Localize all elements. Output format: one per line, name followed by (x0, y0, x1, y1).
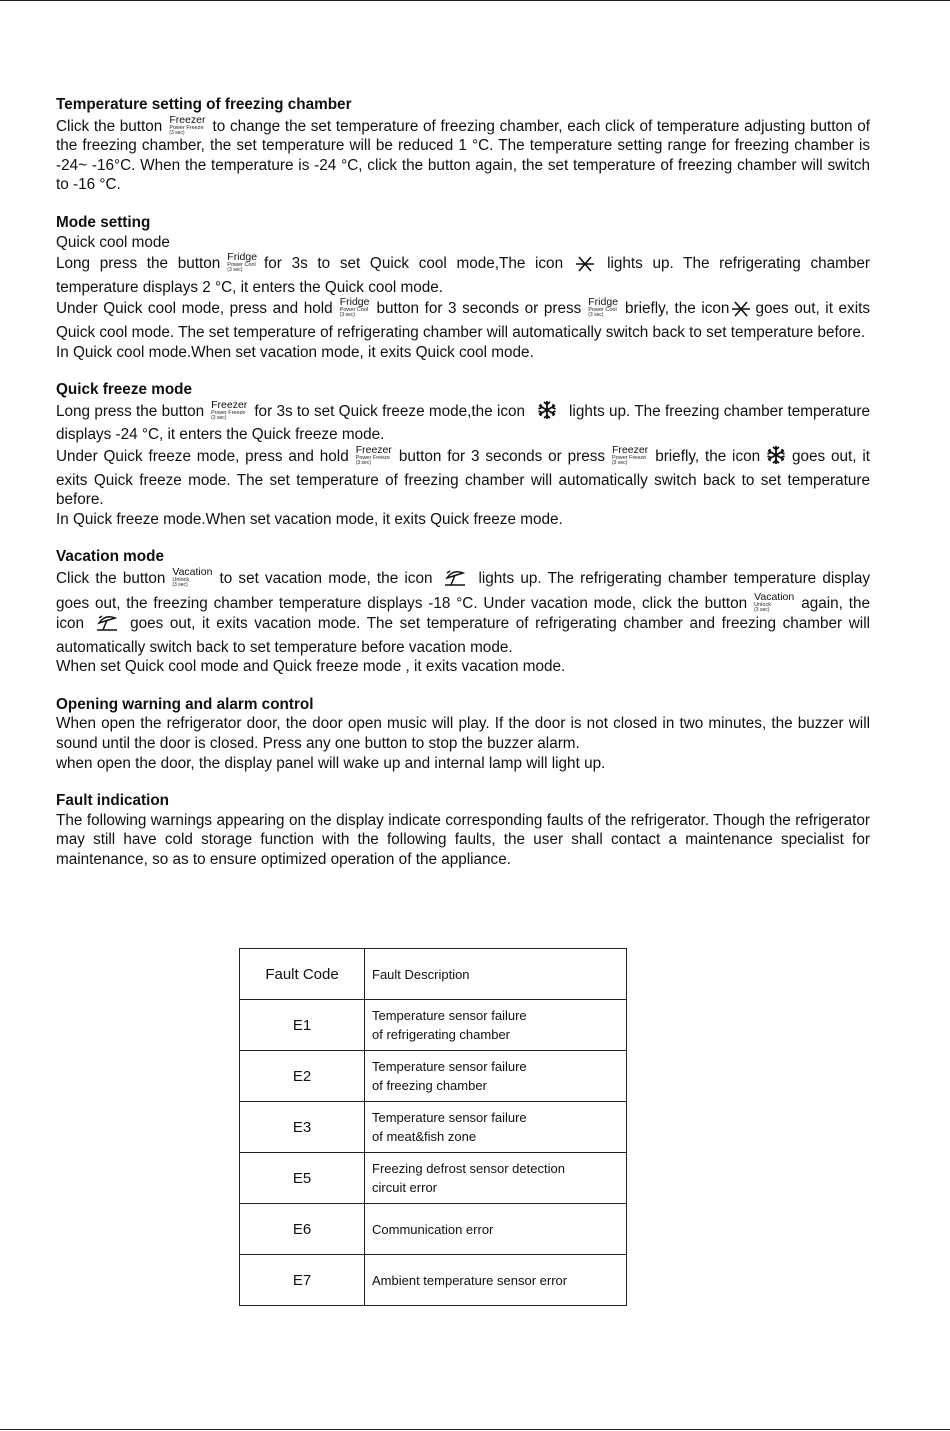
manual-content (56, 95, 870, 888)
text: Click the button (56, 117, 163, 135)
paragraph (56, 252, 870, 297)
desc-line: Temperature sensor failure (372, 1008, 527, 1023)
section-temperature-setting (56, 95, 870, 195)
column-header: Fault Description (365, 949, 627, 1000)
fault-code: E6 (240, 1204, 365, 1255)
text: goes out, it exits Quick freeze mode. The set temperature of freezing chamber will automatically switch back to set temperature before. (56, 447, 870, 509)
text: goes out, it exits Quick cool mode. The set temperature of refrigerating chamber will automatically switch back to set temperature before. (56, 300, 870, 341)
vacation-button-icon (172, 567, 212, 588)
fault-code: E1 (240, 1000, 365, 1051)
freezer-button-icon (169, 115, 205, 136)
text: to set vacation mode, the icon (219, 569, 433, 587)
desc-line: of refrigerating chamber (372, 1027, 511, 1042)
fridge-button-icon (340, 297, 370, 318)
button-time: (3 sec) (355, 459, 371, 466)
button-sub: Power Cool (339, 307, 369, 314)
fault-description (365, 1204, 627, 1255)
button-name: Vacation (754, 591, 795, 604)
desc-line: circuit error (372, 1180, 438, 1195)
section-mode-setting (56, 213, 870, 362)
section-title: Vacation mode (56, 548, 164, 566)
freezer-button-icon (612, 445, 648, 466)
paragraph: In Quick cool mode.When set vacation mode, it exits Quick cool mode. (56, 343, 534, 361)
fault-table (239, 948, 627, 1306)
button-name: Freezer (211, 398, 248, 411)
bottom-rule (0, 1429, 950, 1430)
button-sub: Unlock (172, 576, 190, 583)
paragraph: In Quick freeze mode.When set vacation mode, it exits Quick freeze mode. (56, 510, 563, 528)
text: lights up. The freezing chamber temperature displays -24 °C, it enters the Quick freeze mode. (56, 402, 870, 444)
button-name: Freezer (355, 443, 392, 456)
button-time: (3 sec) (339, 312, 355, 319)
paragraph (56, 297, 870, 342)
table-row (240, 1102, 627, 1153)
button-sub: Power Freeze (355, 454, 390, 461)
button-time: (3 sec) (169, 129, 185, 136)
button-sub: Power Cool (588, 307, 617, 314)
table-row (240, 1204, 627, 1255)
section-title: Mode setting (56, 213, 151, 231)
button-time: (3 sec) (588, 312, 604, 319)
fault-description (365, 1102, 627, 1153)
button-name: Fridge (339, 296, 370, 309)
desc-line: of freezing chamber (372, 1078, 487, 1093)
fridge-button-icon (227, 252, 257, 273)
asterisk-icon (731, 301, 751, 323)
table-header-row (240, 949, 627, 1000)
freezer-button-icon (356, 445, 392, 466)
section-vacation-mode (56, 547, 870, 677)
button-time: (3 sec) (227, 267, 243, 274)
desc-line: Temperature sensor failure (372, 1059, 527, 1074)
paragraph (56, 115, 870, 195)
button-name: Fridge (588, 296, 619, 309)
button-name: Freezer (169, 113, 206, 126)
button-sub: Power Cool (227, 262, 256, 269)
paragraph: When set Quick cool mode and Quick freeze mode , it exits vacation mode. (56, 658, 566, 676)
paragraph: when open the door, the display panel will wake up and internal lamp will light up. (56, 754, 606, 772)
button-sub: Power Freeze (612, 454, 647, 461)
button-sub: Unlock (754, 602, 771, 609)
fault-code: E2 (240, 1051, 365, 1102)
section-title: Temperature setting of freezing chamber (56, 96, 352, 113)
desc-line: Communication error (372, 1221, 494, 1237)
text: to change the set temperature of freezing chamber, each click of temperature adjusting button of the freezing chamber, the set temperature will be reduced 1 °C. The temperature setting range for freezing chamber is -24~ -16°C. When the temperature is -24 °C, click the button again, the set temperature of freezing chamber will switch to -16 °C. (56, 117, 870, 194)
text: Click the button (56, 569, 166, 587)
section-quick-freeze (56, 380, 870, 529)
asterisk-icon (575, 256, 595, 278)
section-title: Fault indication (56, 792, 170, 810)
text: button for 3 seconds or press (376, 300, 582, 318)
text: button for 3 seconds or press (398, 447, 605, 465)
fault-code: E7 (240, 1255, 365, 1306)
fridge-button-icon (588, 297, 618, 318)
fault-description (365, 1051, 627, 1102)
fault-description (365, 1255, 627, 1306)
freezer-button-icon (211, 400, 247, 421)
desc-line: Temperature sensor failure (372, 1110, 527, 1125)
table-row (240, 1255, 627, 1306)
fault-description (365, 1153, 627, 1204)
paragraph: The following warnings appearing on the display indicate corresponding faults of the refrigerator. Though the refrigerator may still have cold storage function with the following faults, the user shall contact a maintenance specialist for maintenance, so as to ensure optimized operation of the appliance. (56, 811, 870, 868)
column-header: Fault Code (240, 949, 365, 1000)
button-sub: Power Freeze (211, 409, 246, 416)
section-title: Quick freeze mode (56, 381, 193, 399)
text: goes out, it exits vacation mode. The set temperature of refrigerating chamber and freezing chamber will automatically switch back to set temperature before vacation mode. (56, 615, 870, 656)
section-fault-indication (56, 791, 870, 869)
button-time: (3 sec) (612, 459, 628, 466)
fault-code: E5 (240, 1153, 365, 1204)
button-time: (3 sec) (211, 414, 227, 421)
button-time: (3 sec) (172, 581, 188, 588)
button-name: Fridge (227, 251, 258, 264)
text: Under Quick cool mode, press and hold (56, 300, 333, 318)
text: briefly, the icon (655, 447, 761, 465)
table-row (240, 1153, 627, 1204)
snowflake-icon (766, 445, 786, 471)
paragraph (56, 400, 870, 445)
button-name: Freezer (612, 443, 649, 456)
text: lights up. The refrigerating chamber temperature display goes out, the freezing chamber temperature displays -18 °C. Under vacation mode, click the button (56, 569, 870, 613)
text: lights up. The refrigerating chamber temperature displays 2 °C, it enters the Quick cool mode. (56, 255, 870, 296)
top-rule (0, 0, 950, 1)
fault-code: E3 (240, 1102, 365, 1153)
vacation-button-icon (754, 592, 794, 613)
text: for 3s to set Quick cool mode,The icon (264, 255, 564, 273)
fault-description (365, 1000, 627, 1051)
text: briefly, the icon (625, 300, 730, 318)
desc-line: Freezing defrost sensor detection (372, 1161, 565, 1176)
section-alarm-control (56, 695, 870, 773)
text: for 3s to set Quick freeze mode,the icon (254, 402, 526, 420)
table-row (240, 1051, 627, 1102)
text: Under Quick freeze mode, press and hold (56, 447, 349, 465)
button-time: (3 sec) (754, 607, 770, 614)
text: again, the icon (56, 595, 870, 633)
section-title: Opening warning and alarm control (56, 695, 314, 713)
umbrella-icon (96, 614, 118, 638)
table-row (240, 1000, 627, 1051)
text: Long press the button (56, 402, 205, 420)
paragraph (56, 445, 870, 510)
paragraph (56, 567, 870, 657)
button-sub: Power Freeze (169, 124, 204, 131)
text: Long press the button (56, 255, 221, 273)
subheading: Quick cool mode (56, 233, 170, 251)
desc-line: Ambient temperature sensor error (372, 1272, 568, 1288)
snowflake-icon (537, 400, 557, 426)
umbrella-icon (444, 569, 466, 593)
paragraph: When open the refrigerator door, the door open music will play. If the door is not closed in two minutes, the buzzer will sound until the door is closed. Press any one button to stop the buzzer alarm. (56, 715, 870, 753)
desc-line: of meat&fish zone (372, 1129, 477, 1144)
button-name: Vacation (172, 565, 213, 578)
